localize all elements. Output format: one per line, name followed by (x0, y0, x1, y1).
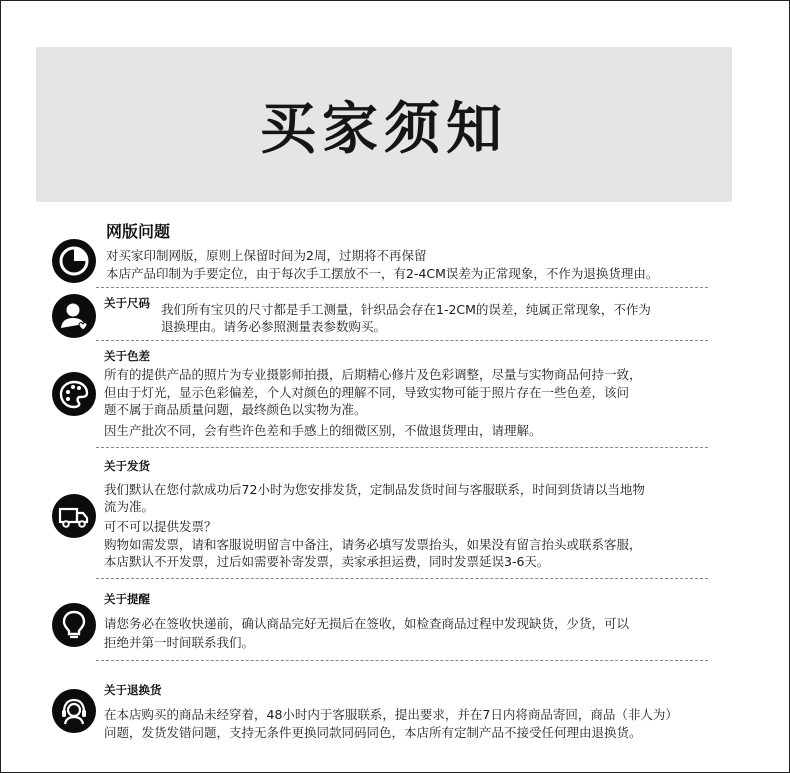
divider (96, 447, 708, 448)
section-line: 流为准。 (104, 499, 155, 514)
section-line: 我们所有宝贝的尺寸都是手工测量，针织品会存在1-2CM的误差，纯属正常现象，不作为 (161, 302, 651, 317)
section-line: 本店产品印制为手要定位，由于每次手工摆放不一，有2-4CM误差为正常现象，不作为退换货理由。 (106, 266, 659, 281)
page-title: 买家须知 (260, 96, 508, 162)
section-heading-returns: 关于退换货 (104, 683, 162, 697)
section-line: 我们默认在您付款成功后72小时为您安排发货，定制品发货时间与客服联系，时间到货请以当地物 (104, 482, 645, 497)
section-line: 题不属于商品质量问题，最终颜色以实物为准。 (104, 402, 367, 417)
delivery-truck-icon (52, 494, 96, 538)
divider (96, 340, 708, 341)
palette-icon (52, 372, 96, 416)
section-line: 在本店购买的商品未经穿着，48小时内于客服联系，提出要求，并在7日内将商品寄回，商品（非人为） (104, 707, 678, 722)
section-heading-size: 关于尺码 (104, 296, 150, 310)
section-line: 对买家印制网版，原则上保留时间为2周，过期将不再保留 (106, 248, 427, 263)
section-heading-shipping: 关于发货 (104, 459, 150, 473)
section-line: 购物如需发票，请和客服说明留言中备注，请务必填写发票抬头，如果没有留言抬头或联系客服， (104, 537, 642, 552)
section-line: 但由于灯光，显示色彩偏差，个人对颜色的理解不同，导致实物可能于照片存在一些色差，该问 (104, 385, 630, 400)
customer-service-icon (52, 689, 96, 733)
section-line: 问题，发货发错问题，支持无条件更换同款同码同色，本店所有定制产品不接受任何理由退换货。 (104, 725, 642, 740)
section-heading-screen-plate: 网版问题 (106, 222, 171, 241)
section-line: 所有的提供产品的照片为专业摄影师拍摄，后期精心修片及色彩调整，尽量与实物商品何持一致， (104, 367, 642, 382)
section-line: 本店默认不开发票，过后如需要补寄发票，卖家承担运费，同时发票延误3-6天。 (104, 554, 550, 569)
section-heading-reminder: 关于提醒 (104, 592, 150, 606)
divider (96, 660, 708, 661)
pie-chart-icon (52, 239, 96, 283)
user-heart-icon (52, 294, 96, 338)
section-line: 可不可以提供发票？ (104, 519, 217, 534)
banner (36, 47, 732, 202)
section-line: 退换理由。请务必参照测量表参数购买。 (161, 319, 387, 334)
divider (96, 287, 708, 288)
section-line: 因生产批次不同，会有些许色差和手感上的细微区别，不做退货理由，请理解。 (104, 423, 542, 438)
lightbulb-icon (52, 603, 96, 647)
section-line: 请您务必在签收快递前，确认商品完好无损后在签收，如检查商品过程中发现缺货，少货，可以 (104, 616, 630, 631)
section-heading-color-difference: 关于色差 (104, 349, 150, 363)
divider (96, 578, 708, 579)
section-line: 拒绝并第一时间联系我们。 (104, 635, 255, 650)
